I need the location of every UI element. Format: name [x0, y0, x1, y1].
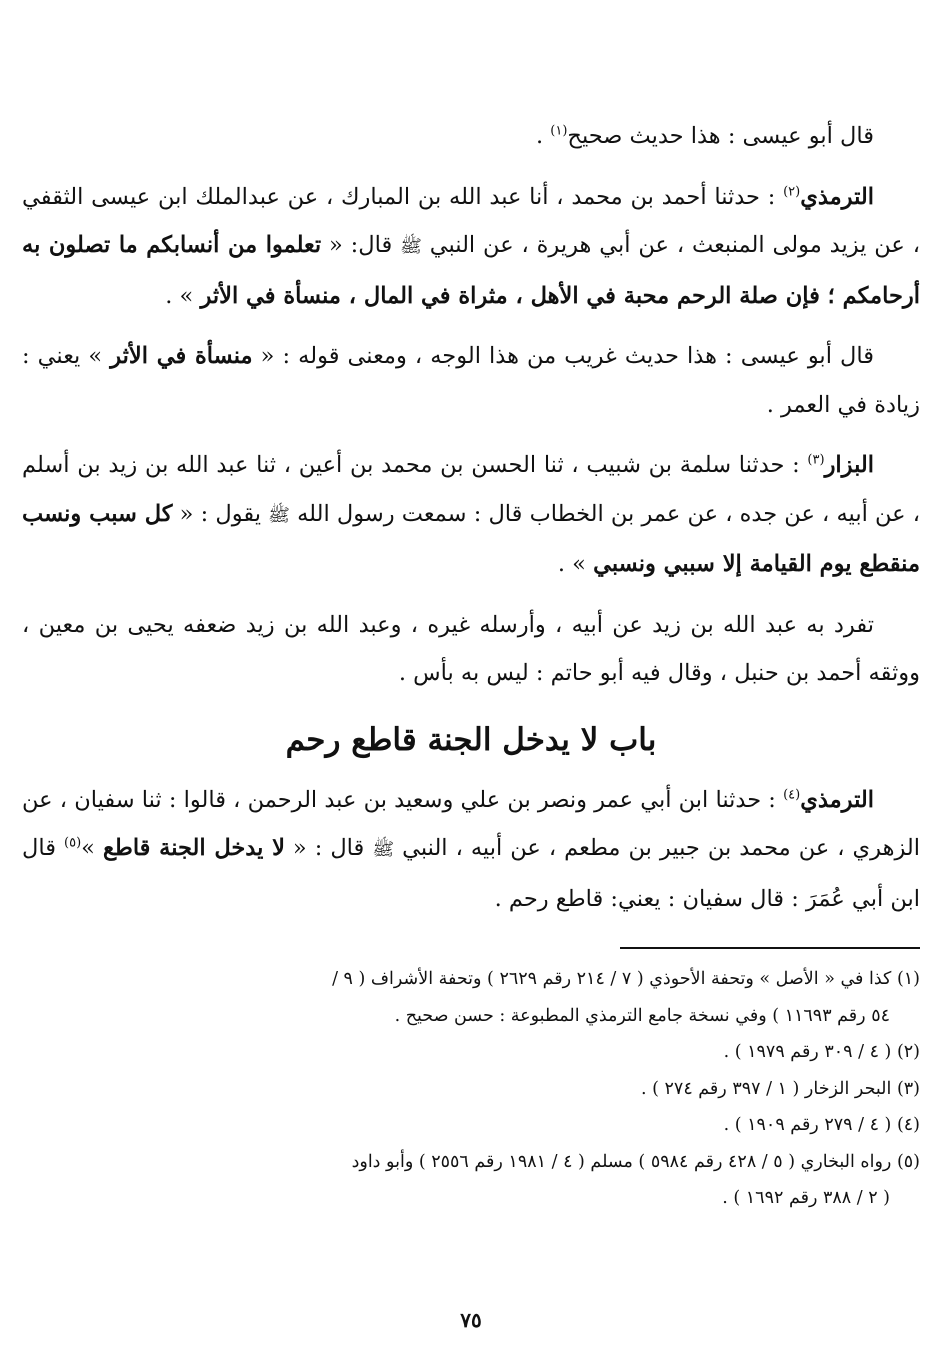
- footnotes: [22, 961, 920, 1217]
- footnote-continuation: ( ٢ / ٣٨٨ رقم ١٦٩٢ ) .: [722, 1188, 890, 1208]
- footnote-text: رواه البخاري ( ٥ / ٤٢٨ رقم ٥٩٨٤ ) مسلم ( ٤ / ١٩٨١ رقم ٢٥٥٦ ) وأبو داود: [351, 1151, 892, 1172]
- text-run: » .: [165, 282, 201, 309]
- text-run: قال : «: [284, 835, 373, 861]
- footnote-text: البحر الزخار ( ١ / ٣٩٧ رقم ٢٧٤ ) .: [641, 1078, 892, 1099]
- narrator-name: البزار: [824, 452, 874, 478]
- page-number: ٧٥: [460, 1308, 482, 1332]
- paragraph: [22, 112, 920, 161]
- salutation-glyph: ﷺ: [400, 236, 422, 257]
- text-run: قال ابن أبي عُمَرَ : قال سفيان : يعني: قاطع رحم .: [22, 835, 920, 912]
- footnote-number: (٣): [896, 1078, 920, 1099]
- footnote-text: ( ٤ / ٣٠٩ رقم ١٩٧٩ ) .: [723, 1042, 892, 1062]
- footnote: [22, 1144, 920, 1217]
- footnote-number: (٥): [896, 1151, 920, 1172]
- hadith-text: كل سبب ونسب منقطع يوم القيامة إلا سببي ونسبي: [22, 500, 920, 577]
- footnote-ref: (٥): [64, 835, 82, 851]
- footnote-ref: (٢): [783, 184, 801, 199]
- text-run: تفرد به عبد الله بن زيد عن أبيه ، وأرسله غيره ، وعبد الله بن زيد ضعفه يحيى بن معين ، ووثقه أحمد بن حنبل ، وقال فيه أبو حاتم : ليس به بأس .: [22, 611, 920, 686]
- footnote: [22, 961, 920, 1034]
- text-run: » يعني : زيادة في العمر .: [22, 343, 920, 418]
- footnote: [22, 1107, 920, 1144]
- salutation-glyph: ﷺ: [372, 839, 395, 860]
- narrator-name: الترمذي: [800, 183, 874, 210]
- text-run: قال أبو عيسى : هذا حديث صحيح: [567, 123, 874, 149]
- salutation-glyph: ﷺ: [268, 504, 290, 526]
- footnote: [22, 1034, 920, 1071]
- footnote-ref: (٣): [807, 452, 825, 468]
- main-text: [22, 112, 920, 698]
- hadith-text: تعلموا من أنسابكم ما تصلون به أرحامكم ؛ فإن صلة الرحم محبة في الأهل ، مثراة في المال ، منسأة في الأثر: [22, 232, 920, 309]
- paragraph: [22, 776, 920, 924]
- paragraph: [22, 173, 920, 321]
- main-text-2: [22, 776, 920, 924]
- text-run: .: [535, 123, 551, 149]
- text-run: قال: «: [321, 232, 401, 258]
- footnote-number: (٢): [896, 1042, 920, 1062]
- footnote: [22, 1071, 920, 1108]
- footnote-number: (٤): [896, 1115, 920, 1135]
- text-run: : حدثنا أحمد بن محمد ، أنا عبد الله بن المبارك ، عن عبدالملك ابن عيسى الثقفي ، عن يزيد مولى المنبعث ، عن أبي هريرة ، عن النبي: [22, 183, 921, 258]
- footnote-number: (١): [896, 969, 920, 989]
- footnote-separator: [620, 947, 920, 949]
- text-run: : حدثنا سلمة بن شبيب ، ثنا الحسن بن محمد بن أعين ، ثنا عبد الله بن زيد بن أسلم ، عن أبيه ، عن جده ، عن عمر بن الخطاب قال : سمعت رسول الله: [22, 452, 920, 527]
- footnote-ref: (٤): [783, 787, 801, 802]
- hadith-text: منسأة في الأثر: [110, 343, 253, 369]
- text-run: قال أبو عيسى : هذا حديث غريب من هذا الوجه ، ومعنى قوله : «: [252, 343, 874, 369]
- hadith-text: لا يدخل الجنة قاطع: [102, 835, 285, 861]
- text-run: » .: [557, 551, 594, 577]
- paragraph: [22, 601, 920, 698]
- chapter-heading: باب لا يدخل الجنة قاطع رحم: [285, 721, 657, 758]
- text-run: يقول : «: [172, 500, 269, 527]
- footnote-text: ( ٤ / ٢٧٩ رقم ١٩٠٩ ) .: [723, 1115, 892, 1135]
- paragraph: [22, 332, 920, 429]
- footnote-ref: (١): [550, 123, 568, 139]
- text-run: : حدثنا ابن أبي عمر ونصر بن علي وسعيد بن عبد الرحمن ، قالوا : ثنا سفيان ، عن الزهري ، عن محمد بن جبير بن مطعم ، عن أبيه ، النبي: [22, 786, 920, 861]
- text-run: »: [81, 835, 103, 861]
- footnote-text: كذا في « الأصل » وتحفة الأحوذي ( ٧ / ٢١٤ رقم ٢٦٢٩ ) وتحفة الأشراف ( ٩ /: [332, 969, 892, 989]
- narrator-name: الترمذي: [800, 786, 874, 813]
- paragraph: [22, 441, 920, 589]
- footnote-continuation: ٥٤ رقم ١١٦٩٣ ) وفي نسخة جامع الترمذي المطبوعة : حسن صحيح .: [394, 1005, 890, 1026]
